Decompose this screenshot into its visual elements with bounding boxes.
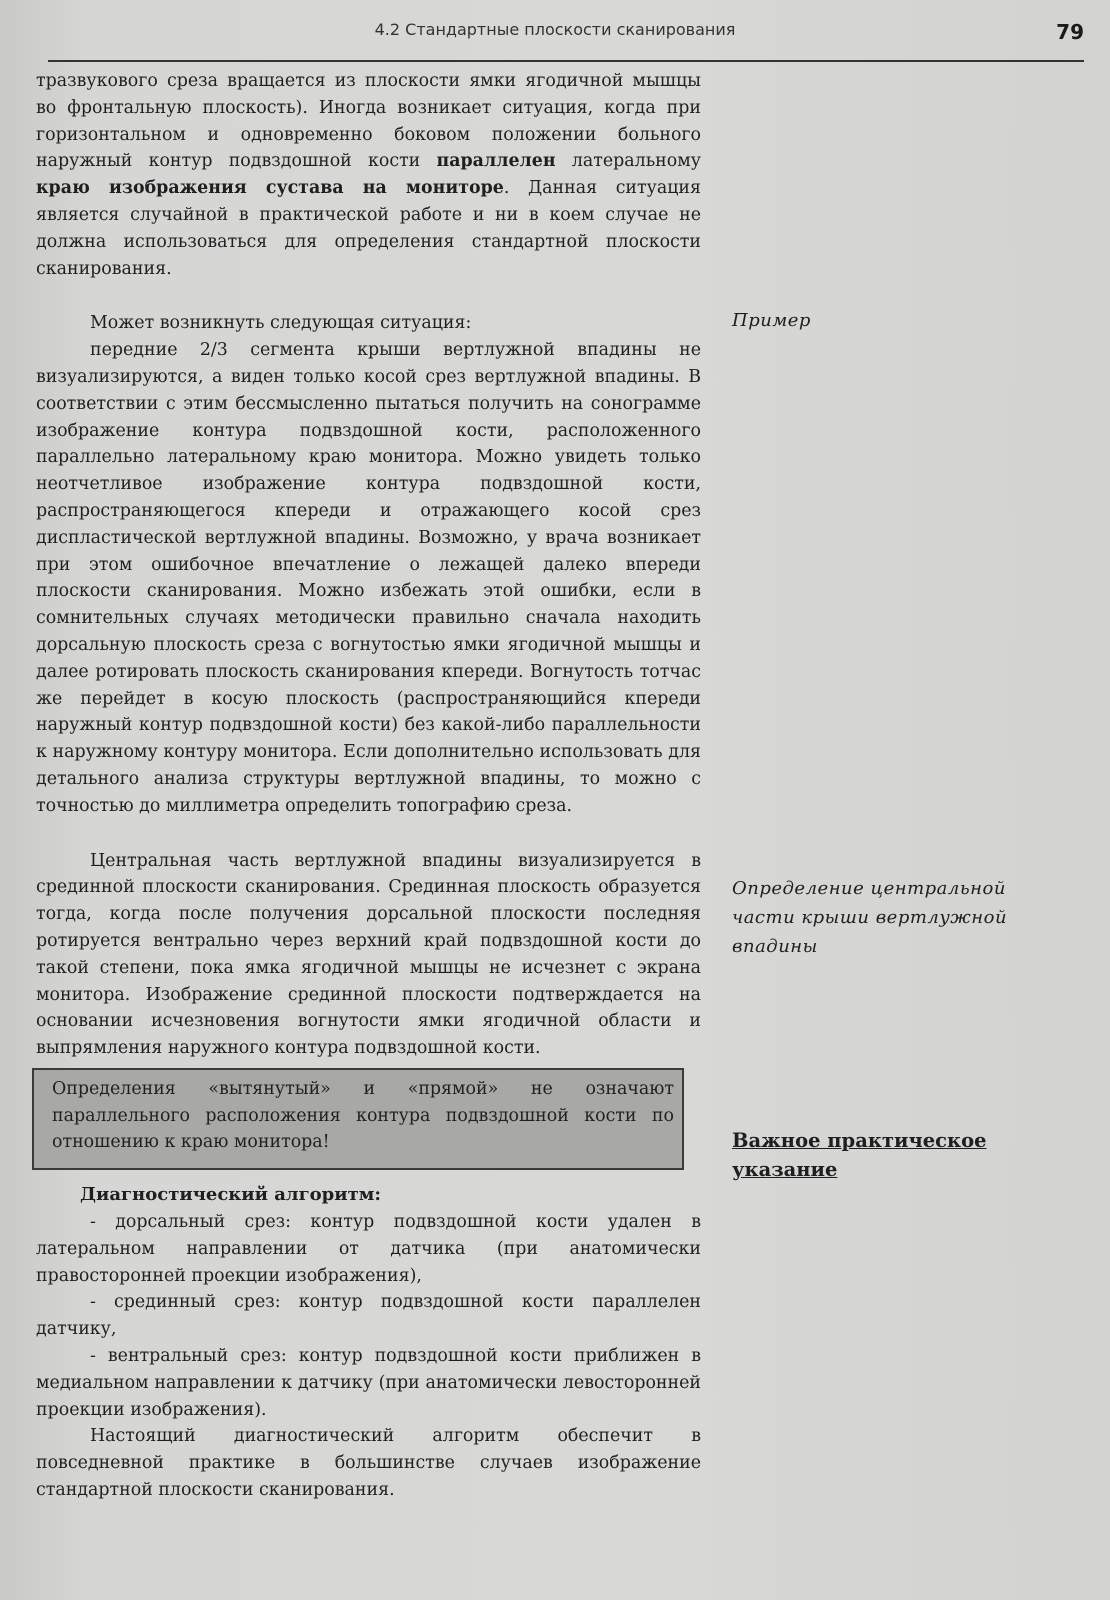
margin-note-example: Пример [732, 310, 811, 331]
header-rule [48, 60, 1084, 62]
note-box [32, 1068, 684, 1170]
spacer [36, 282, 701, 310]
paragraph-continued [36, 68, 701, 282]
page-number: 79 [1056, 20, 1084, 44]
paragraph-example: передние 2/3 сегмента крыши вертлужной впадины не визуализируются, а виден только косой срез вертлужной впадины. В соответствии с этим бессмысленно пытаться получить на сонограмме изображение контура подвздошной кости, расположенного параллельно латеральному краю монитора. Можно увидеть только неотчетливое изображение контура подвздошной кости, распространяющегося кпереди и отражающего косой срез диспластической вертлужной впадины. Возможно, у врача возникает при этом ошибочное впечатление о лежащей далеко впереди плоскости сканирования. Можно избежать этой ошибки, если в сомнительных случаях методически правильно сначала находить дорсальную плоскость среза с вогнутостью ямки ягодичной мышцы и далее ротировать плоскость сканирования кпереди. Вогнутость тотчас же перейдет в косую плоскость (распространяющийся кпереди наружный контур подвздошной кости) без какой-либо параллельности к наружному контуру монитора. Если дополнительно использовать для детального анализа структуры вертлужной впадины, то можно с точностью до миллиметра определить топографию среза. [36, 340, 701, 816]
margin-note-important: Важное практическое указание [732, 1129, 987, 1181]
spacer [36, 820, 701, 848]
para1-end-text: . Данная ситуация является случайной в практической работе и ни в коем случае не должна использоваться для определения стандартной плоскости сканирования. [36, 178, 701, 279]
note-text: Определения «вытянутый» и «прямой» не означают параллельного расположения контура подвздошной кости по отношению к краю монитора! [52, 1078, 674, 1153]
para1-bold-term: параллелен [436, 151, 556, 172]
paragraph-lead: Может возникнуть следующая ситуация: [90, 313, 472, 334]
para1-text: тразвукового среза вращается из плоскости ямки ягодичной мышцы во фронтальную плоскость). Иногда возникает ситуация, когда при горизонтальном и одновременно боковом положении больного наружный контур подвздошной кости [36, 71, 701, 172]
running-title: 4.2 Стандартные плоскости сканирования [374, 20, 736, 39]
margin-note-central: Определение центральной части крыши вертлужной впадины [732, 878, 1008, 957]
algorithm-item: - дорсальный срез: контур подвздошной кости удален в латеральном направлении от датчика (при анатомически правосторонней проекции изображения), [36, 1212, 701, 1286]
algorithm-title: Диагностический алгоритм: [80, 1184, 382, 1206]
main-column [36, 68, 701, 1504]
running-head [0, 20, 1110, 50]
algorithm-item: - срединный срез: контур подвздошной кости параллелен датчику, [36, 1292, 701, 1340]
algorithm-item: - вентральный срез: контур подвздошной кости приближен в медиальном направлении к датчику (при анатомически левосторонней проекции изображения). [36, 1346, 701, 1420]
paragraph-conclusion: Настоящий диагностический алгоритм обеспечит в повседневной практике в большинстве случаев изображение стандартной плоскости сканирования. [36, 1426, 701, 1501]
paragraph-central: Центральная часть вертлужной впадины визуализируется в срединной плоскости сканирования. Срединная плоскость образуется тогда, когда после получения дорсальной плоскости последняя ротируется вентрально через верхний край подвздошной кости до такой степени, пока ямка ягодичной мышцы не исчезнет с экрана монитора. Изображение срединной плоскости подтверждается на основании исчезновения вогнутости ямки ягодичной области и выпрямления наружного контура подвздошной кости. [36, 850, 701, 1059]
para1-bold-phrase: краю изображения сустава на мониторе [36, 178, 504, 199]
para1-mid-text: латеральному [555, 151, 701, 172]
